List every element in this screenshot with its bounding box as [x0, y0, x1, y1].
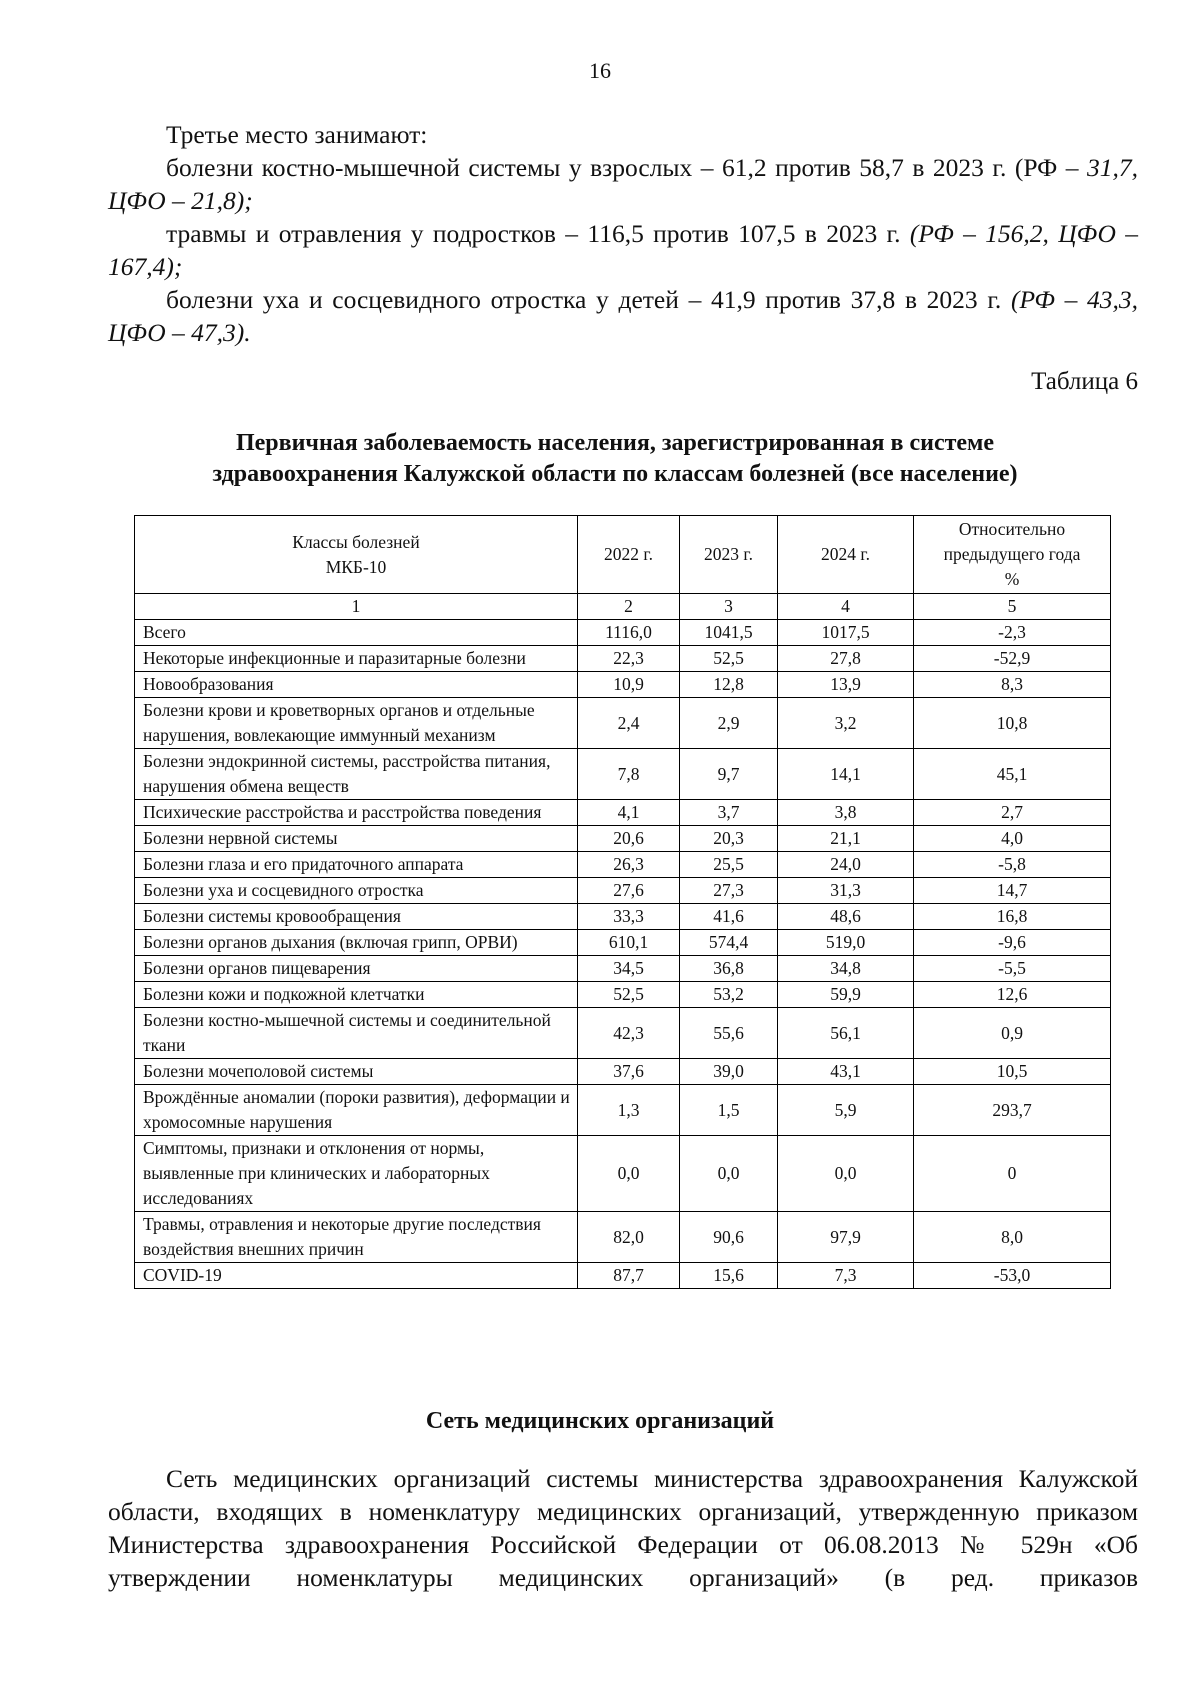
relative-change-cell: 10,5 — [914, 1059, 1111, 1085]
value-2022-cell: 26,3 — [578, 852, 680, 878]
morbidity-table — [134, 515, 1111, 1289]
value-2023-cell: 53,2 — [680, 982, 778, 1008]
table-title-line: Первичная заболеваемость населения, зарегистрированная в системе — [235, 430, 995, 456]
intro-text — [108, 118, 1138, 349]
relative-change-cell: 12,6 — [914, 982, 1111, 1008]
value-2023-cell: 15,6 — [680, 1263, 778, 1289]
value-2023-cell: 9,7 — [680, 749, 778, 800]
value-2023-cell: 52,5 — [680, 646, 778, 672]
table-row — [135, 800, 1111, 826]
column-number: 1 — [135, 594, 578, 620]
value-2022-cell: 42,3 — [578, 1008, 680, 1059]
relative-change-cell: -52,9 — [914, 646, 1111, 672]
relative-change-cell: 10,8 — [914, 698, 1111, 749]
table-row — [135, 1008, 1111, 1059]
intro-item — [108, 217, 1138, 283]
value-2024-cell: 3,8 — [778, 800, 914, 826]
value-2022-cell: 37,6 — [578, 1059, 680, 1085]
disease-class-cell: Болезни уха и сосцевидного отростка — [135, 878, 578, 904]
relative-change-cell: -2,3 — [914, 620, 1111, 646]
disease-class-cell: Психические расстройства и расстройства поведения — [135, 800, 578, 826]
value-2022-cell: 1116,0 — [578, 620, 680, 646]
intro-item-text: болезни уха и сосцевидного отростка у детей – 41,9 против 37,8 в 2023 г. — [166, 285, 1011, 314]
disease-class-cell: Новообразования — [135, 672, 578, 698]
value-2023-cell: 0,0 — [680, 1136, 778, 1212]
relative-change-cell: -9,6 — [914, 930, 1111, 956]
value-2024-cell: 56,1 — [778, 1008, 914, 1059]
column-number: 2 — [578, 594, 680, 620]
relative-change-cell: 8,3 — [914, 672, 1111, 698]
relative-change-cell: -5,5 — [914, 956, 1111, 982]
relative-change-cell: 4,0 — [914, 826, 1111, 852]
table-row — [135, 904, 1111, 930]
header-2023: 2023 г. — [680, 516, 778, 594]
table-header-row — [135, 516, 1111, 594]
value-2024-cell: 21,1 — [778, 826, 914, 852]
table-row — [135, 620, 1111, 646]
section-title: Сеть медицинских организаций — [425, 1408, 775, 1434]
disease-class-cell: Болезни нервной системы — [135, 826, 578, 852]
intro-item — [108, 283, 1138, 349]
header-relative-change: Относительно предыдущего года % — [914, 516, 1111, 594]
value-2024-cell: 48,6 — [778, 904, 914, 930]
disease-class-cell: Болезни глаза и его придаточного аппарата — [135, 852, 578, 878]
disease-class-cell: Врождённые аномалии (пороки развития), деформации и хромосомные нарушения — [135, 1085, 578, 1136]
disease-class-cell: Некоторые инфекционные и паразитарные болезни — [135, 646, 578, 672]
value-2023-cell: 39,0 — [680, 1059, 778, 1085]
table-row — [135, 1212, 1111, 1263]
table-row — [135, 930, 1111, 956]
table-row — [135, 1059, 1111, 1085]
column-number: 3 — [680, 594, 778, 620]
table-row — [135, 1136, 1111, 1212]
disease-class-cell: Болезни системы кровообращения — [135, 904, 578, 930]
relative-change-cell: -5,8 — [914, 852, 1111, 878]
intro-item-ref: (РФ – 43,3, ЦФО – 47,3). — [108, 285, 1139, 347]
table-row — [135, 1085, 1111, 1136]
value-2024-cell: 13,9 — [778, 672, 914, 698]
table-row — [135, 852, 1111, 878]
relative-change-cell: -53,0 — [914, 1263, 1111, 1289]
value-2022-cell: 10,9 — [578, 672, 680, 698]
value-2023-cell: 41,6 — [680, 904, 778, 930]
value-2024-cell: 14,1 — [778, 749, 914, 800]
value-2023-cell: 27,3 — [680, 878, 778, 904]
value-2023-cell: 3,7 — [680, 800, 778, 826]
value-2023-cell: 574,4 — [680, 930, 778, 956]
table-title-line: здравоохранения Калужской области по классам болезней (все население) — [212, 461, 1018, 487]
table-row — [135, 698, 1111, 749]
value-2024-cell: 59,9 — [778, 982, 914, 1008]
header-2024: 2024 г. — [778, 516, 914, 594]
body-paragraph-text: Сеть медицинских организаций системы министерства здравоохранения Калужской области, входящих в номенклатуру медицинских организаций, утвержденную приказом Министерства здравоохранения Российской Федерации от 06.08.2013 № 529н «Об утверждении номенклатуры медицинских организаций» (в ред. приказов — [108, 1464, 1138, 1592]
value-2024-cell: 97,9 — [778, 1212, 914, 1263]
page-number: 16 — [589, 58, 611, 83]
disease-class-cell: Травмы, отравления и некоторые другие последствия воздействия внешних причин — [135, 1212, 578, 1263]
disease-class-cell: COVID-19 — [135, 1263, 578, 1289]
relative-change-cell: 293,7 — [914, 1085, 1111, 1136]
table-row — [135, 646, 1111, 672]
value-2024-cell: 27,8 — [778, 646, 914, 672]
value-2024-cell: 0,0 — [778, 1136, 914, 1212]
disease-class-cell: Болезни органов дыхания (включая грипп, ОРВИ) — [135, 930, 578, 956]
header-2022: 2022 г. — [578, 516, 680, 594]
disease-class-cell: Болезни эндокринной системы, расстройства питания, нарушения обмена веществ — [135, 749, 578, 800]
value-2023-cell: 25,5 — [680, 852, 778, 878]
value-2024-cell: 31,3 — [778, 878, 914, 904]
value-2024-cell: 1017,5 — [778, 620, 914, 646]
disease-class-cell: Болезни костно-мышечной системы и соединительной ткани — [135, 1008, 578, 1059]
table-row — [135, 826, 1111, 852]
disease-class-cell: Симптомы, признаки и отклонения от нормы, выявленные при клинических и лабораторных исследованиях — [135, 1136, 578, 1212]
intro-item-text: болезни костно-мышечной системы у взрослых – 61,2 против 58,7 в 2023 г. (РФ – — [166, 153, 1087, 182]
value-2023-cell: 55,6 — [680, 1008, 778, 1059]
value-2023-cell: 20,3 — [680, 826, 778, 852]
intro-item-text: травмы и отравления у подростков – 116,5 против 107,5 в 2023 г. — [166, 219, 910, 248]
value-2023-cell: 1041,5 — [680, 620, 778, 646]
value-2024-cell: 7,3 — [778, 1263, 914, 1289]
disease-class-cell: Болезни органов пищеварения — [135, 956, 578, 982]
value-2022-cell: 82,0 — [578, 1212, 680, 1263]
value-2022-cell: 33,3 — [578, 904, 680, 930]
table-row — [135, 982, 1111, 1008]
value-2024-cell: 5,9 — [778, 1085, 914, 1136]
column-number: 4 — [778, 594, 914, 620]
value-2022-cell: 87,7 — [578, 1263, 680, 1289]
value-2024-cell: 43,1 — [778, 1059, 914, 1085]
value-2024-cell: 519,0 — [778, 930, 914, 956]
value-2022-cell: 0,0 — [578, 1136, 680, 1212]
intro-item-ref: 31,7, ЦФО – 21,8); — [108, 153, 1138, 215]
table-row — [135, 1263, 1111, 1289]
value-2022-cell: 2,4 — [578, 698, 680, 749]
value-2023-cell: 1,5 — [680, 1085, 778, 1136]
intro-item — [108, 151, 1138, 217]
value-2023-cell: 36,8 — [680, 956, 778, 982]
value-2022-cell: 22,3 — [578, 646, 680, 672]
value-2022-cell: 7,8 — [578, 749, 680, 800]
value-2022-cell: 4,1 — [578, 800, 680, 826]
table-row — [135, 878, 1111, 904]
value-2023-cell: 90,6 — [680, 1212, 778, 1263]
column-number: 5 — [914, 594, 1111, 620]
table-row — [135, 672, 1111, 698]
value-2022-cell: 27,6 — [578, 878, 680, 904]
value-2023-cell: 2,9 — [680, 698, 778, 749]
table-row — [135, 956, 1111, 982]
header-disease-class: Классы болезней МКБ-10 — [135, 516, 578, 594]
body-paragraph — [108, 1462, 1138, 1594]
value-2022-cell: 610,1 — [578, 930, 680, 956]
column-number-row — [135, 594, 1111, 620]
value-2022-cell: 1,3 — [578, 1085, 680, 1136]
disease-class-cell: Всего — [135, 620, 578, 646]
relative-change-cell: 14,7 — [914, 878, 1111, 904]
intro-item-ref: (РФ – 156,2, ЦФО – 167,4); — [108, 219, 1138, 281]
relative-change-cell: 0,9 — [914, 1008, 1111, 1059]
intro-heading: Третье место занимают: — [166, 120, 428, 149]
table-label: Таблица 6 — [1031, 368, 1138, 395]
disease-class-cell: Болезни кожи и подкожной клетчатки — [135, 982, 578, 1008]
disease-class-cell: Болезни крови и кроветворных органов и отдельные нарушения, вовлекающие иммунный механизм — [135, 698, 578, 749]
value-2023-cell: 12,8 — [680, 672, 778, 698]
table-title — [135, 428, 1095, 490]
relative-change-cell: 0 — [914, 1136, 1111, 1212]
relative-change-cell: 45,1 — [914, 749, 1111, 800]
value-2022-cell: 52,5 — [578, 982, 680, 1008]
value-2024-cell: 24,0 — [778, 852, 914, 878]
disease-class-cell: Болезни мочеполовой системы — [135, 1059, 578, 1085]
value-2024-cell: 3,2 — [778, 698, 914, 749]
table-row — [135, 749, 1111, 800]
relative-change-cell: 2,7 — [914, 800, 1111, 826]
value-2022-cell: 34,5 — [578, 956, 680, 982]
value-2022-cell: 20,6 — [578, 826, 680, 852]
relative-change-cell: 8,0 — [914, 1212, 1111, 1263]
value-2024-cell: 34,8 — [778, 956, 914, 982]
relative-change-cell: 16,8 — [914, 904, 1111, 930]
